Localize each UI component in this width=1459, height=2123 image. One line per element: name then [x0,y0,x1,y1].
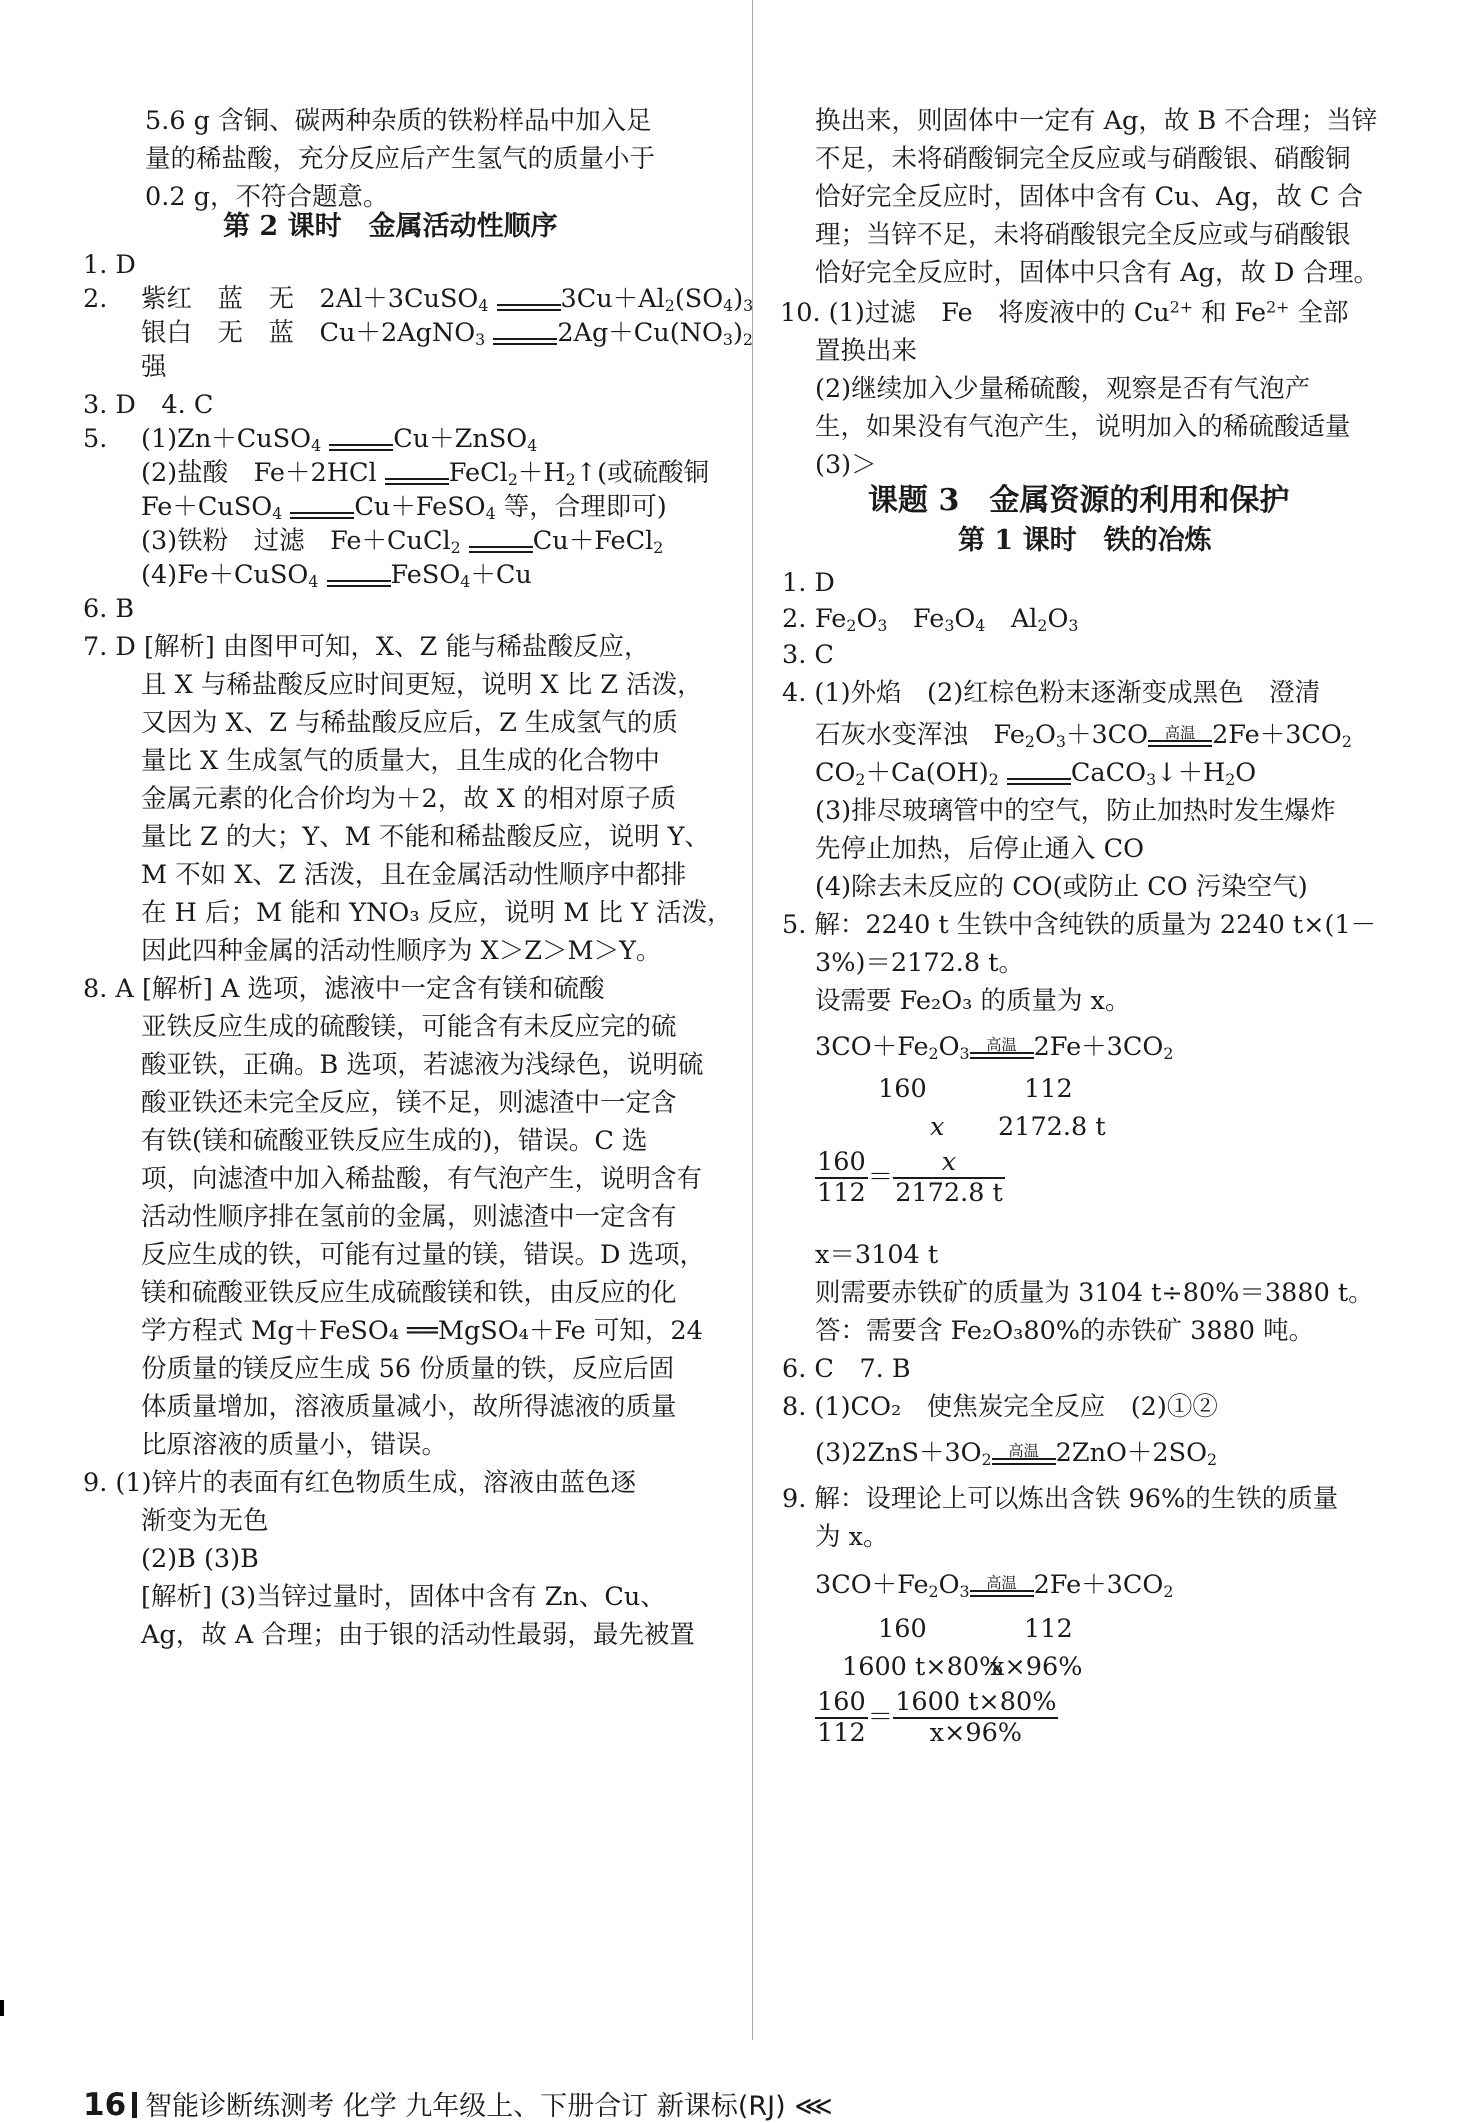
high-temp-arrow [1148,723,1212,747]
answer-5-line-3: Fe＋CuSO$_4$ Cu＋FeSO$_4$ 等，合理即可) [141,492,667,523]
r-answer-5-equation: $3CO+Fe_2O_3$ 高温 $2Fe+3CO_2$ [815,1032,1174,1063]
known-mass: 1600 t×80% [842,1652,1004,1682]
answer-8-line: 酸亚铁还未完全反应，镁不足，则滤渣中一定含 [141,1088,677,1118]
equals-sign [497,290,561,311]
answer-2-line-2: 银白 无 蓝 Cu＋2AgNO$_3$ $2Ag+Cu(NO_3)_2$ [141,318,753,349]
answer-7-line: 在 H 后；M 能和 YNO₃ 反应，说明 M 比 Y 活泼， [141,898,733,928]
r-answer-4-line-2: 石灰水变浑浊 $Fe_2O_3+3CO$ 高温 $2Fe+3CO_2$ [815,720,1352,751]
molar-mass: 160 [878,1074,927,1104]
answer-5-line-4: (3)铁粉 过滤 Fe＋CuCl$_2$ Cu＋FeCl$_2$ [141,526,664,557]
page-footer [83,2084,833,2123]
r-answer-8-line-1: 8. (1)CO₂ 使焦炭完全反应 (2)①② [782,1392,1218,1422]
numerator: x [893,1148,1005,1179]
answer-9-line: [解析] (3)当锌过量时，固体中含有 Zn、Cu、 [141,1582,666,1612]
equals-sign [1007,764,1071,785]
r-answer-5-line-2: 3%)＝2172.8 t。 [815,948,1024,978]
text-line: 0.2 g，不符合题意。 [145,182,389,212]
high-temp-arrow [970,1573,1034,1597]
answer-6: 6. B [83,594,135,624]
page-number: 16 [83,2087,127,2123]
r-answer-9-proportion: $\frac{160}{112}$ ＝ $\frac{1600 t\times 80\%}{x\times 96\%}$ [817,1687,1057,1749]
molar-mass: 112 [1024,1074,1073,1104]
answer-7-line: 因此四种金属的活动性顺序为 X＞Z＞M＞Y。 [141,936,662,966]
unknown: x [930,1112,945,1142]
answer-5-line-1: (1)Zn＋CuSO$_4$ Cu＋ZnSO$_4$ [141,424,538,455]
answer-5-number: 5. [83,424,108,454]
r-answer-4-line-1: 4. (1)外焰 (2)红棕色粉末逐渐变成黑色 澄清 [782,678,1321,708]
topic-heading: 课题 3 金属资源的利用和保护 [868,483,1290,518]
answer-1: 1. D [83,250,136,280]
answer-7-line: M 不如 X、Z 活泼，且在金属活动性顺序中都排 [141,860,687,890]
r-answer-6-7: 6. C 7. B [782,1354,911,1384]
answer-2-line-1: 紫红 蓝 无 2Al＋3CuSO$_4$ $3Cu+Al_2(SO_4)_3$ [141,284,754,315]
numerator: 160 [815,1688,868,1719]
answer-2-line-3: 强 [141,352,167,382]
condition-label: 高温 [1008,1441,1039,1460]
r-answer-4-line-5: 先停止加热，后停止通入 CO [815,834,1145,864]
note: 等，合理即可) [503,492,667,522]
section-heading: 第 2 课时 金属活动性顺序 [223,211,558,242]
known-mass: 2172.8 t [998,1112,1106,1142]
r-answer-9-equation: $3CO+Fe_2O_3$ 高温 $2Fe+3CO_2$ [815,1570,1174,1601]
denominator: 2172.8 t [895,1178,1003,1209]
answer-10-line-2: 置换出来 [815,336,918,366]
text-line: 理；当锌不足，未将硝酸银完全反应或与硝酸银 [815,220,1351,250]
answer-8-line: 体质量增加，溶液质量减小，故所得滤液的质量 [141,1392,677,1422]
answer-7-line: 量比 X 生成氢气的质量大，且生成的化合物中 [141,746,660,776]
fraction [893,1148,1005,1209]
reagent: (2)盐酸 [141,458,229,488]
r-answer-5-result: x＝3104 t [815,1240,939,1270]
numerator: 1600 t×80% [893,1688,1058,1719]
fraction [815,1688,868,1749]
answer-10-line-4: 生，如果没有气泡产生，说明加入的稀硫酸适量 [815,412,1351,442]
answer-5-line-2: (2)盐酸 Fe＋2HCl $FeCl_2+H_2↑$(或硫酸铜 [141,458,710,489]
r-answer-5-result: 则需要赤铁矿的质量为 3104 t÷80%＝3880 t。 [815,1278,1374,1308]
answer-7-line: 量比 Z 的大；Y、M 不能和稀盐酸反应，说明 Y、 [141,822,710,852]
r-answer-3: 3. C [782,640,834,670]
r-answer-5-line-1: 5. 解：2240 t 生铁中含纯铁的质量为 2240 t×(1－ [782,910,1377,940]
molar-mass: 160 [878,1614,927,1644]
answer-8-line: 亚铁反应生成的硫酸镁，可能含有未反应完的硫 [141,1012,677,1042]
high-temp-arrow [992,1441,1056,1465]
answer-9-line: (2)B (3)B [141,1544,259,1574]
answer-8-line: 镁和硫酸亚铁反应生成硫酸镁和铁，由反应的化 [141,1278,677,1308]
r-answer-2-number: 2. [782,604,807,634]
answer-8-line: 活动性顺序排在氢前的金属，则滤渣中一定含有 [141,1202,677,1232]
r-answer-4-line-6: (4)除去未反应的 CO(或防止 CO 污染空气) [815,872,1308,902]
r-answer-5-result: 答：需要含 Fe₂O₃80%的赤铁矿 3880 吨。 [815,1316,1315,1346]
answer-3-4: 3. D 4. C [83,390,214,420]
answer-5-line-5: (4)Fe＋CuSO$_4$ FeSO$_4$＋Cu [141,560,532,591]
answer-7-line: 且 X 与稀盐酸反应时间更短，说明 X 比 Z 活泼， [141,670,703,700]
answer-10-line-3: (2)继续加入少量稀硫酸，观察是否有气泡产 [815,374,1311,404]
r-answer-5-proportion: $\frac{160}{112}$ ＝ $\frac{x}{2172.8 t}$ [817,1147,1003,1209]
r-answer-9-line-1: 9. 解：设理论上可以炼出含铁 96%的生铁的质量 [782,1484,1339,1514]
fraction [893,1688,1058,1749]
answer-8-line: 反应生成的铁，可能有过量的镁，错误。D 选项， [141,1240,706,1270]
molar-mass: 112 [1024,1614,1073,1644]
answer-2-colors-2: 银白 无 蓝 [141,318,295,348]
book-title: 智能诊断练测考 化学 九年级上、下册合订 新课标(RJ) [145,2091,786,2122]
footer-bar-icon [132,2092,137,2118]
denominator: 112 [817,1178,866,1209]
note: (4) [141,560,178,590]
text: 全部 [1297,298,1349,328]
r-answer-8-line-2: $(3)2ZnS+3O_2$ 高温 $2ZnO+2SO_2$ [815,1438,1218,1469]
high-temp-arrow [970,1035,1034,1059]
numerator: 160 [815,1148,868,1179]
r-answer-5-line-3: 设需要 Fe₂O₃ 的质量为 x。 [815,986,1131,1016]
equals-sign [329,430,393,451]
unknown: x×96% [990,1652,1083,1682]
condition-label: 高温 [986,1573,1017,1592]
text: 10. (1)过滤 Fe 将废液中的 Cu [780,298,1170,328]
answer-2-number: 2. [83,284,108,314]
equals-sign [327,566,391,587]
answer-10-line-5: (3)＞ [815,450,877,480]
answer-8-line: 项，向滤渣中加入稀盐酸，有气泡产生，说明含有 [141,1164,703,1194]
equals-sign [290,498,354,519]
denominator: 112 [817,1718,866,1749]
chevrons-left-icon: ⋘ [794,2091,833,2122]
answer-8-line: 8. A [解析] A 选项，滤液中一定含有镁和硫酸 [83,974,605,1004]
answer-9-line: Ag，故 A 合理；由于银的活动性最弱，最先被置 [141,1620,695,1650]
answer-8-line: 酸亚铁，正确。B 选项，若滤液为浅绿色，说明硫 [141,1050,704,1080]
answer-7-line: 金属元素的化合价均为＋2，故 X 的相对原子质 [141,784,677,814]
equals-sign [385,464,449,485]
text-line: 恰好完全反应时，固体中只含有 Ag，故 D 合理。 [815,258,1380,288]
note: (3)铁粉 过滤 [141,526,305,556]
text-line: 恰好完全反应时，固体中含有 Cu、Ag，故 C 合 [815,182,1364,212]
r-answer-2: $Fe_2O_3$ $Fe_3O_4$ $Al_2O_3$ [815,604,1079,635]
condition-label: 高温 [1164,723,1196,742]
r-answer-4-line-3: $CO_2+Ca(OH)_2$ $CaCO_3↓+H_2O$ [815,758,1257,789]
lesson-heading: 第 1 课时 铁的冶炼 [958,525,1212,556]
r-answer-1: 1. D [782,568,835,598]
r-answer-9-line-2: 为 x。 [815,1522,889,1552]
condition-label: 高温 [986,1035,1017,1054]
equals-sign [469,532,533,553]
denominator: x×96% [929,1718,1023,1749]
text: 和 Fe [1201,298,1267,328]
text-line: 换出来，则固体中一定有 Ag，故 B 不合理；当锌 [815,106,1378,136]
answer-8-line: 有铁(镁和硫酸亚铁反应生成的)，错误。C 选 [141,1126,648,1156]
r-answer-4-line-4: (3)排尽玻璃管中的空气，防止加热时发生爆炸 [815,796,1336,826]
text-line: 量的稀盐酸，充分反应后产生氢气的质量小于 [145,144,656,174]
answer-9-line: 渐变为无色 [141,1506,269,1536]
text-line: 不足，未将硝酸铜完全反应或与硝酸银、硝酸铜 [815,144,1351,174]
text: 石灰水变浑浊 [815,720,969,750]
note: (或硫酸铜 [597,458,710,488]
equals-sign [493,324,557,345]
text-line: 5.6 g 含铜、碳两种杂质的铁粉样品中加入足 [145,106,652,136]
fraction [815,1148,868,1209]
equation-part: (1)Zn＋CuSO [141,424,312,454]
edge-mark [0,2000,4,2016]
answer-8-line: 学方程式 Mg＋FeSO₄ ══MgSO₄＋Fe 可知，24 [141,1316,703,1346]
answer-2-colors: 紫红 蓝 无 [141,284,295,314]
answer-9-line: 9. (1)锌片的表面有红色物质生成，溶液由蓝色逐 [83,1468,637,1498]
answer-8-line: 份质量的镁反应生成 56 份质量的铁，反应后固 [141,1354,675,1384]
answer-8-line: 比原溶液的质量小，错误。 [141,1430,448,1460]
answer-10-line-1: 10. (1)过滤 Fe 将废液中的 $Cu^{2+}$ 和 $Fe^{2+}$ 全部 [780,297,1349,328]
answer-7-line: 又因为 X、Z 与稀盐酸反应后，Z 生成氢气的质 [141,708,678,738]
answer-7-line: 7. D [解析] 由图甲可知，X、Z 能与稀盐酸反应， [83,632,650,662]
